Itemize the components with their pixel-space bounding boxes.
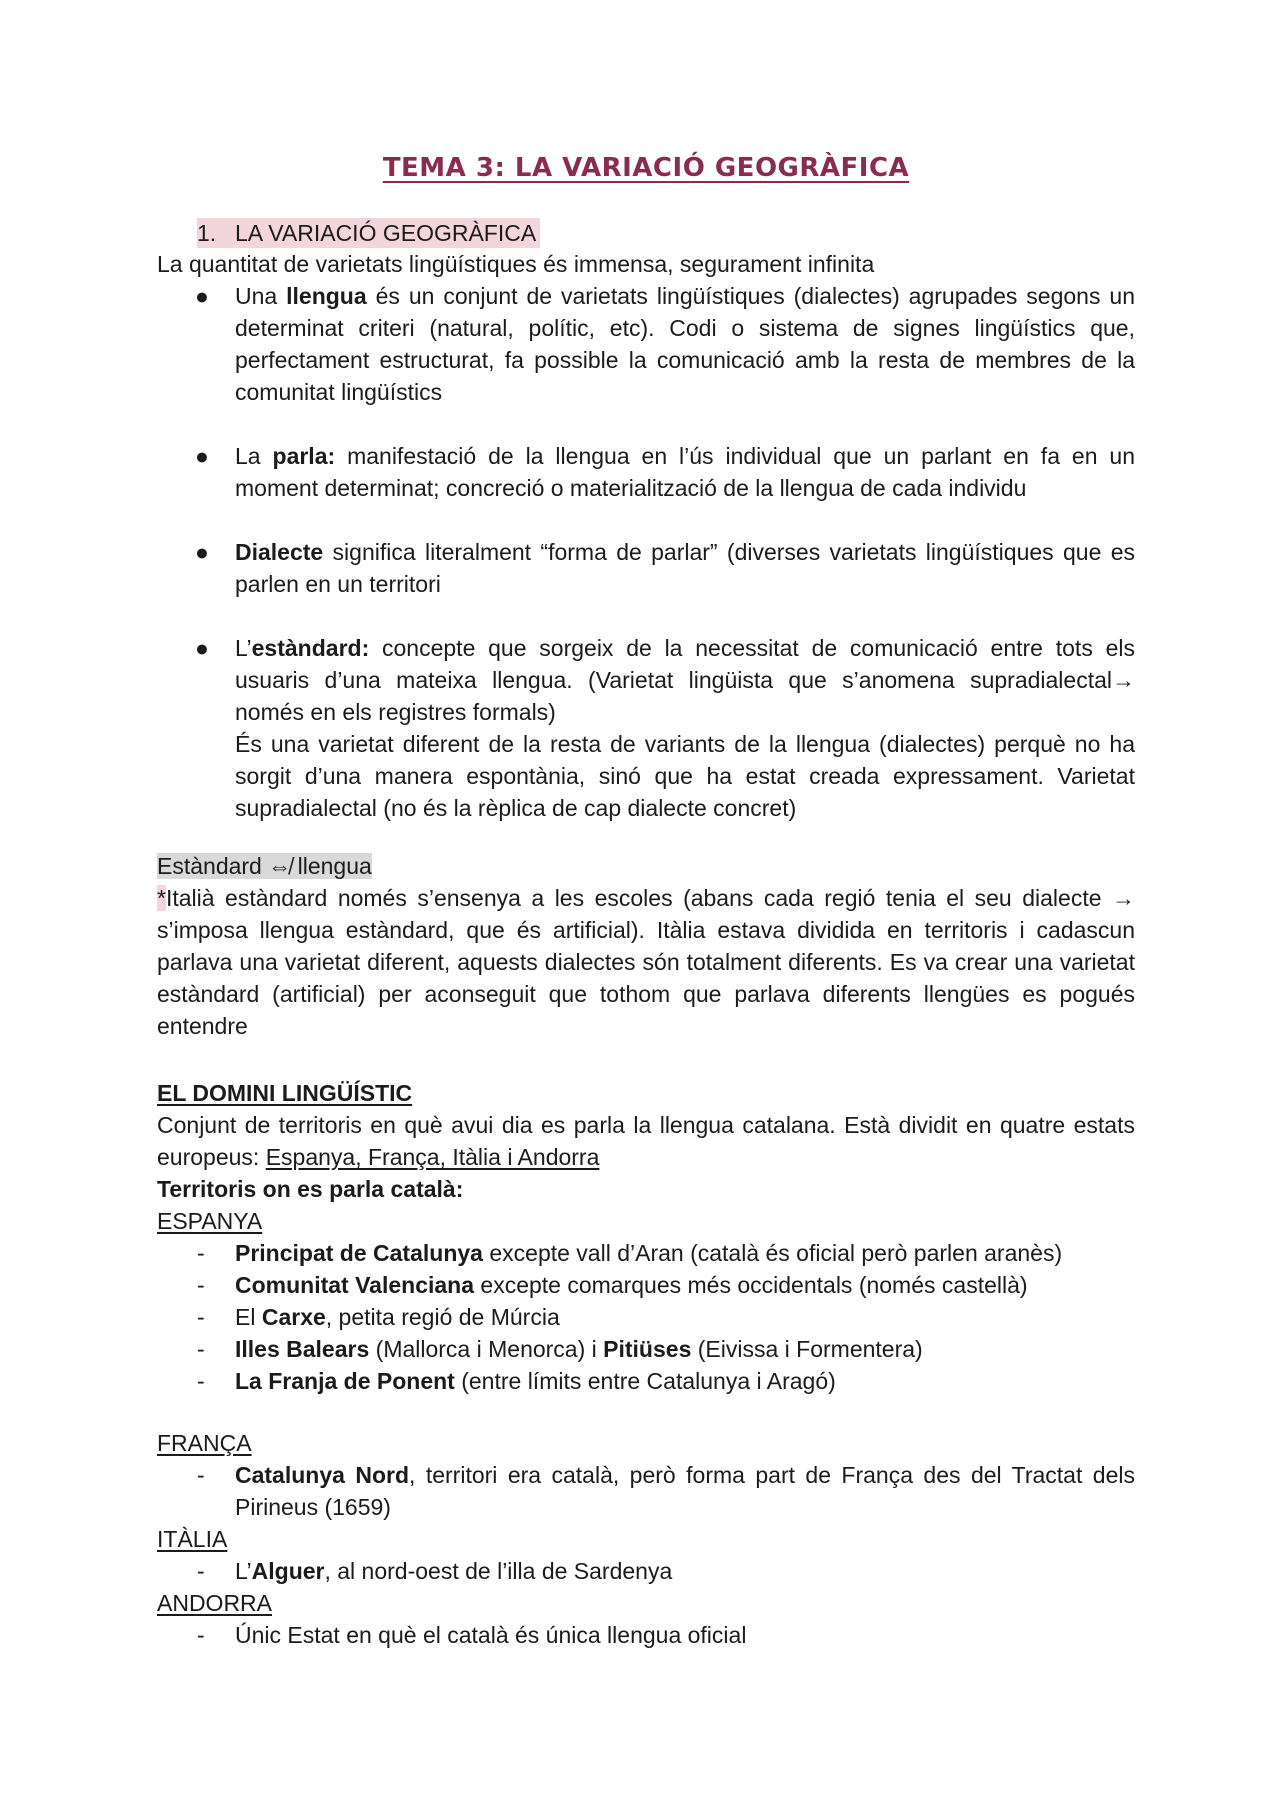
bullet-icon: ● (195, 635, 209, 661)
definition-list (157, 280, 1135, 824)
country-name: ANDORRA (157, 1590, 273, 1616)
list-item (157, 440, 1135, 504)
dash-icon: - (197, 1336, 205, 1362)
country-espanya (157, 1205, 1135, 1397)
item-text: manifestació de la llengua en l’ús individual que un parlant en fa en un moment determinat; concreció o materialització de la llengua de cada individu (235, 443, 1135, 501)
item-prefix: L’ (235, 1558, 252, 1584)
item-text: concepte que sorgeix de la necessitat de comunicació entre tots els usuaris d’una mateixa llengua. (Varietat lingüista que s’anomena supradialectal→ només en els registres formals) (235, 635, 1135, 725)
item-text: excepte comarques més occidentals (només castellà) (474, 1272, 1028, 1298)
country-italia (157, 1523, 1135, 1587)
item-text: (entre límits entre Catalunya i Aragó) (454, 1368, 836, 1394)
country-name: ITÀLIA (157, 1526, 228, 1552)
dash-icon: - (197, 1304, 205, 1330)
dash-icon: - (197, 1272, 205, 1298)
note-star: * (157, 885, 166, 911)
item-text: , al nord-oest de l’illa de Sardenya (324, 1558, 673, 1584)
item-term: Alguer (251, 1558, 325, 1584)
list-item (157, 1269, 1135, 1301)
territory-list (157, 1459, 1135, 1523)
item-term: Illes Balears (235, 1336, 370, 1362)
domini-states: Espanya, França, Itàlia i Andorra (265, 1144, 600, 1170)
item-text: excepte vall d’Aran (català és oficial però parlen aranès) (482, 1240, 1063, 1266)
territory-list (157, 1237, 1135, 1397)
section1-body (157, 248, 1135, 824)
item-term: parla: (272, 443, 336, 469)
document-title: TEMA 3: LA VARIACIÓ GEOGRÀFICA (382, 153, 910, 183)
comparison-block (157, 850, 1135, 1042)
comparison-label: Estàndard ⇎ llengua (157, 853, 372, 879)
list-item (157, 1333, 1135, 1365)
item-text: Únic Estat en què el català és única llengua oficial (235, 1622, 747, 1648)
comparison-text: Italià estàndard només s’ensenya a les escoles (abans cada regió tenia el seu dialecte → s’imposa llengua estàndard, que és artificial). Itàlia estava dividida en territoris i cadascun parlava una varietat diferent, aquests dialectes són totalment diferents. Es va crear una varietat estàndard (artificial) per aconseguit que tothom que parlava diferents llengües es pogués entendre (157, 885, 1135, 1039)
list-item (157, 1365, 1135, 1397)
item-text: , petita regió de Múrcia (325, 1304, 560, 1330)
bullet-icon: ● (195, 443, 209, 469)
section-heading-text: LA VARIACIÓ GEOGRÀFICA (235, 220, 537, 246)
country-franca (157, 1427, 1135, 1523)
list-item (157, 536, 1135, 600)
item-prefix: L’ (235, 635, 252, 661)
bullet-icon: ● (195, 283, 209, 309)
item-term: La Franja de Ponent (235, 1368, 455, 1394)
territory-list (157, 1555, 1135, 1587)
domini-block (157, 1077, 1135, 1205)
item-text: significa literalment “forma de parlar” (diverses varietats lingüístiques que es parlen en un territori (235, 539, 1135, 597)
item-term: llengua (286, 283, 367, 309)
item-extra-text: És una varietat diferent de la resta de variants de la llengua (dialectes) perquè no ha sorgit d’una manera espontània, sinó que ha estat creada expressament. Varietat supradialectal (no és la rèplica de cap dialecte concret) (235, 731, 1135, 821)
list-item (157, 632, 1135, 824)
country-name: FRANÇA (157, 1430, 252, 1456)
dash-icon: - (197, 1240, 205, 1266)
dash-icon: - (197, 1622, 205, 1648)
item-term: Comunitat Valenciana (235, 1272, 475, 1298)
intro-paragraph: La quantitat de varietats lingüístiques és immensa, segurament infinita (157, 251, 875, 277)
item-text: és un conjunt de varietats lingüístiques (dialectes) agrupades segons un determinat criteri (natural, polític, etc). Codi o sistema de signes lingüístics que, perfectament estructurat, fa possible la comunicació amb la resta de membres de la comunitat lingüístics (235, 283, 1135, 405)
item-prefix: Una (235, 283, 287, 309)
section-heading (197, 218, 540, 248)
dash-icon: - (197, 1368, 205, 1394)
item-text: , territori era català, però forma part de França des del Tractat dels Pirineus (1659) (235, 1462, 1135, 1520)
dash-icon: - (197, 1558, 205, 1584)
country-name: ESPANYA (157, 1208, 263, 1234)
item-term: Principat de Catalunya (235, 1240, 483, 1266)
bullet-icon: ● (195, 539, 209, 565)
list-item (157, 1459, 1135, 1523)
item-term-2: Pitiüses (603, 1336, 692, 1362)
list-item (157, 1301, 1135, 1333)
list-item (157, 280, 1135, 408)
list-item (157, 1237, 1135, 1269)
domini-heading: EL DOMINI LINGÜÍSTIC (157, 1080, 413, 1106)
domini-subheading: Territoris on es parla català: (157, 1176, 464, 1202)
item-term: Carxe (261, 1304, 326, 1330)
country-andorra (157, 1587, 1135, 1651)
territory-list (157, 1619, 1135, 1651)
item-term: Dialecte (235, 539, 324, 565)
item-text: (Eivissa i Formentera) (691, 1336, 923, 1362)
item-prefix: La (235, 443, 273, 469)
list-item (157, 1619, 1135, 1651)
item-term: estàndard: (251, 635, 370, 661)
domini-text: Conjunt de territoris en què avui dia es parla la llengua catalana. Està dividit en quatre estats europeus: (157, 1112, 1135, 1170)
item-middle: (Mallorca i Menorca) i (369, 1336, 604, 1362)
item-prefix: El (235, 1304, 262, 1330)
item-term: Catalunya Nord (235, 1462, 410, 1488)
dash-icon: - (197, 1462, 205, 1488)
list-item (157, 1555, 1135, 1587)
section-number: 1. (197, 220, 217, 246)
